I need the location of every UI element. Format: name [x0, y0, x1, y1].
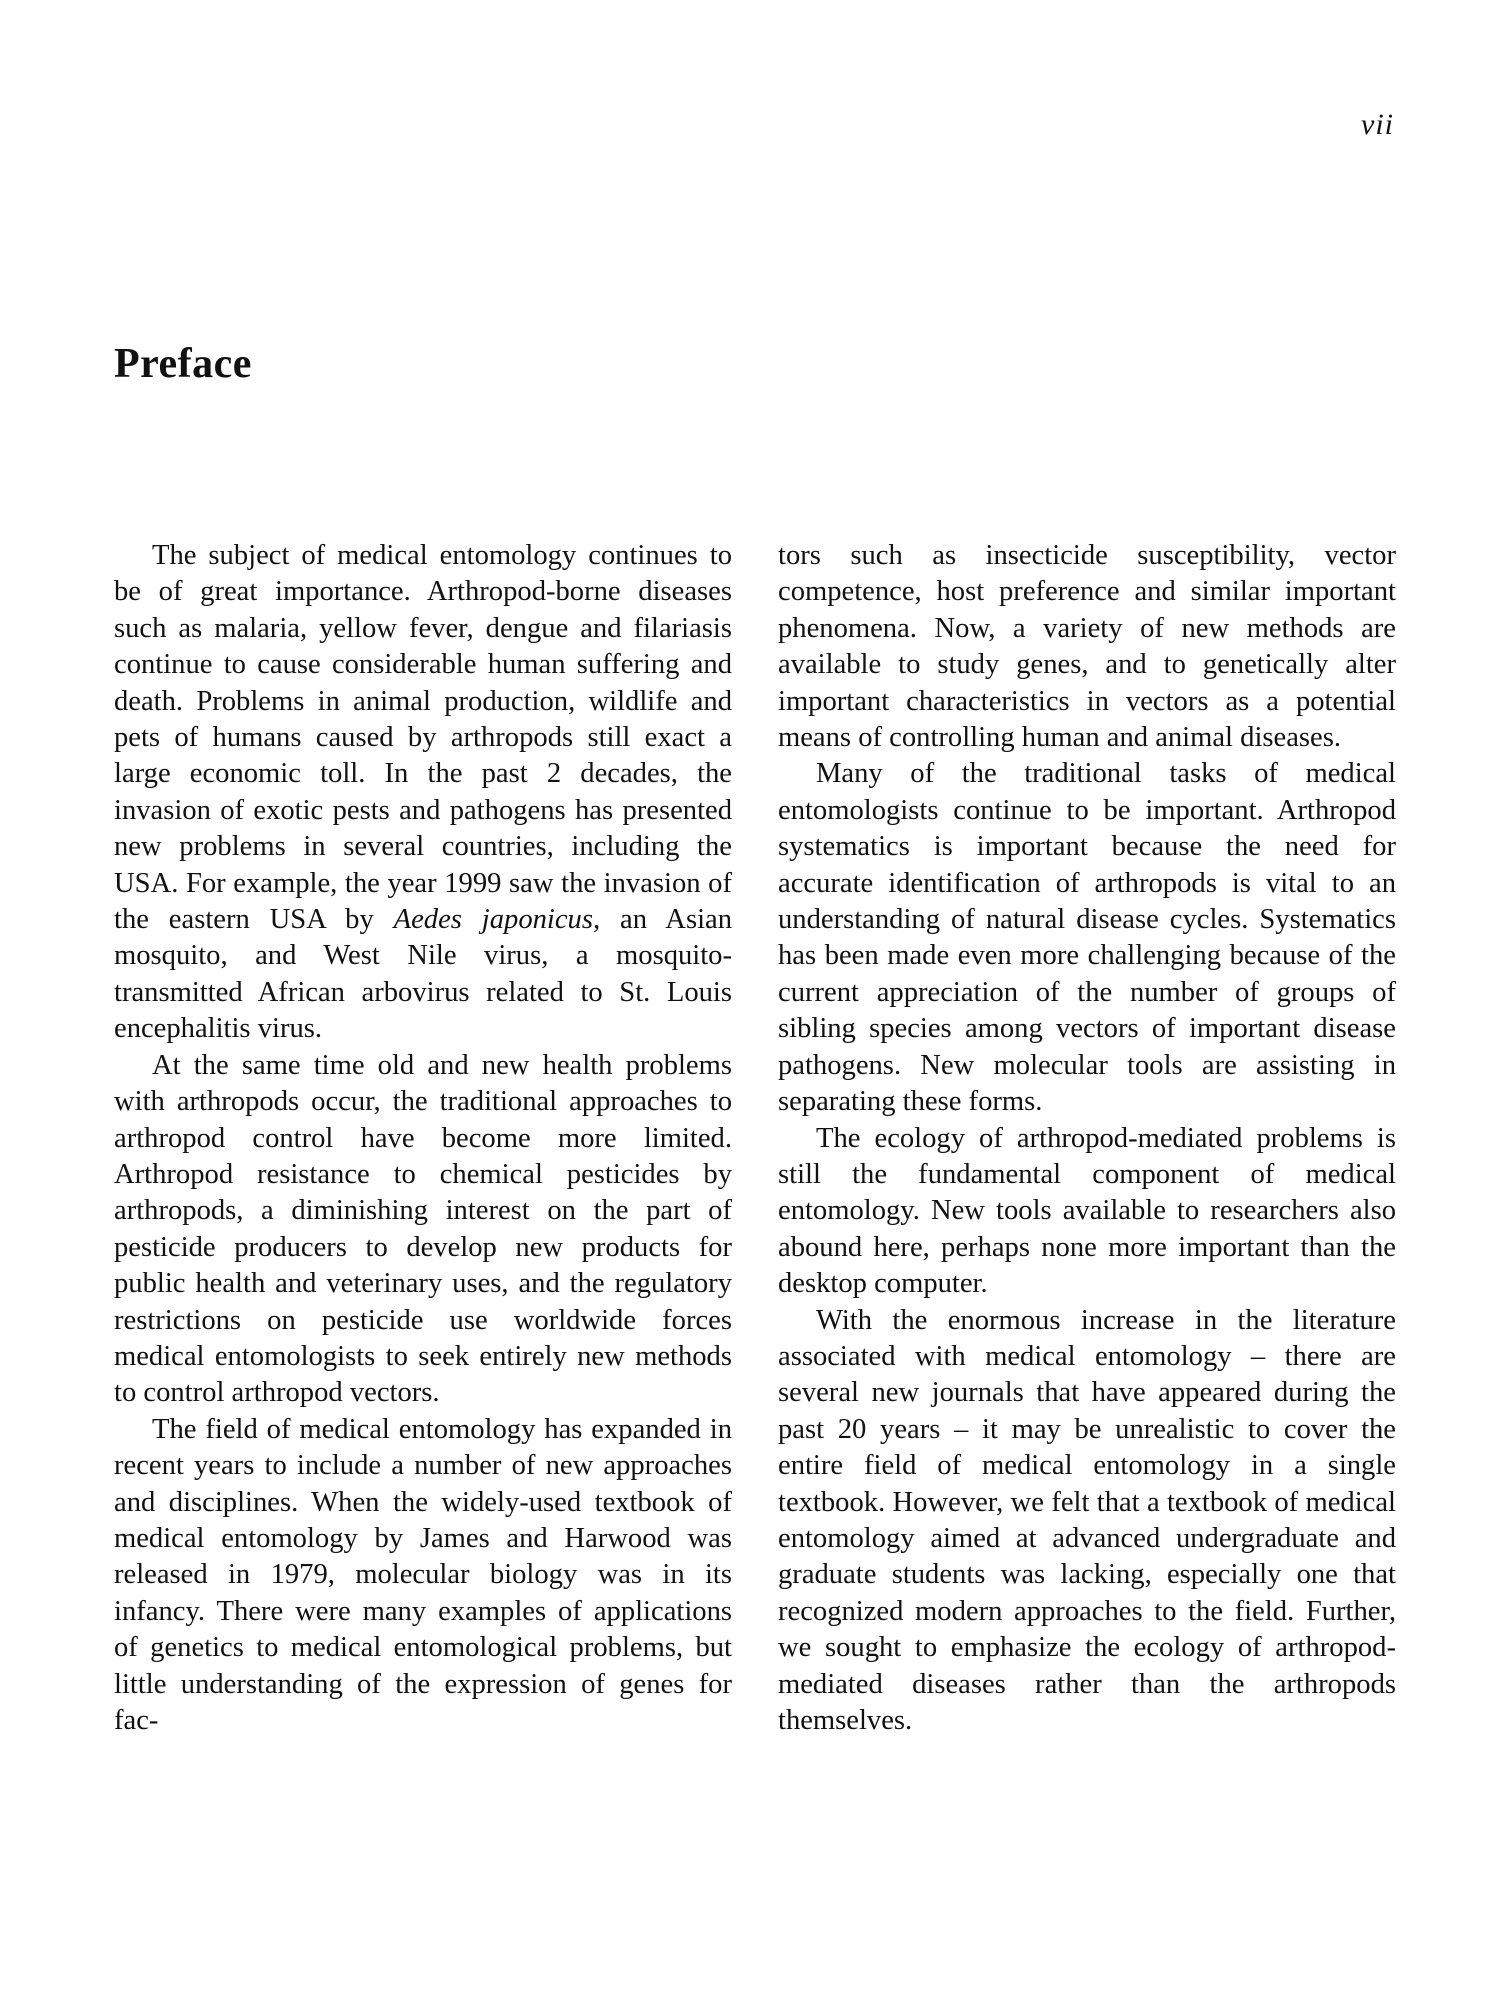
paragraph-6: With the enormous increase in the literature associated with medical entomology – there are several new journals that have appeared during the past 20 years – it may be unrealistic to cover the entire field of medical entomology in a single textbook. However, we felt that a textbook of medical entomology aimed at advanced undergraduate and graduate students was lacking, especially one that recognized modern approaches to the field. Further, we sought to emphasize the ecology of arthropod-mediated diseases rather than the arthropods themselves. — [778, 1304, 1396, 1736]
page-number: vii — [1361, 108, 1394, 141]
species-name: Aedes japonicus, — [393, 904, 601, 936]
page-title: Preface — [114, 341, 252, 387]
paragraph-1 — [114, 538, 732, 1048]
paragraph-1-end: an Asian mosquito, and West Nile virus, a mosquito-transmitted African arbovirus related to St. Louis encephalitis virus. — [114, 904, 733, 1045]
paragraph-4: Many of the traditional tasks of medical entomologists continue to be important. Arthropod systematics is important because the need for accurate identification of arthropods is vital to an understanding of natural disease cycles. Systematics has been made even more challenging because of the current appreciation of the number of groups of sibling species among vectors of important disease pathogens. New molecular tools are assisting in separating these forms. — [778, 758, 1396, 1118]
paragraph-3: The field of medical entomology has expanded in recent years to include a number of new approaches and disciplines. When the widely-used textbook of medical entomology by James and Harwood was released in 1979, molecular biology was in its infancy. There were many examples of applications of genetics to medical entomological problems, but little understanding of the expression of genes for fac- — [114, 1413, 732, 1736]
left-column — [114, 538, 732, 1739]
paragraph-5: The ecology of arthropod-mediated problems is still the fundamental component of medical entomology. New tools available to researchers also abound here, perhaps none more important than the desktop computer. — [778, 1122, 1396, 1300]
paragraph-2: At the same time old and new health problems with arthropods occur, the traditional approaches to arthropod control have become more limited. Arthropod resistance to chemical pesticides by arthropods, a diminishing interest on the part of pesticide producers to develop new products for public health and veterinary uses, and the regulatory restrictions on pesticide use worldwide forces medical entomologists to seek entirely new methods to control arthropod vectors. — [114, 1049, 732, 1409]
paragraph-1-text: The subject of medical entomology continues to be of great importance. Arthropod-borne diseases such as malaria, yellow fever, dengue and filariasis continue to cause considerable human suffering and death. Problems in animal production, wildlife and pets of humans caused by arthropods still exact a large economic toll. In the past 2 decades, the invasion of exotic pests and pathogens has presented new problems in several countries, including the USA. For example, the year 1999 saw the invasion of the eastern USA by — [114, 540, 732, 936]
paragraph-3-continued: tors such as insecticide susceptibility, vector competence, host preference and similar important phenomena. Now, a variety of new methods are available to study genes, and to genetically alter important characteristics in vectors as a potential means of controlling human and animal diseases. — [778, 540, 1396, 754]
right-column — [778, 538, 1396, 1739]
